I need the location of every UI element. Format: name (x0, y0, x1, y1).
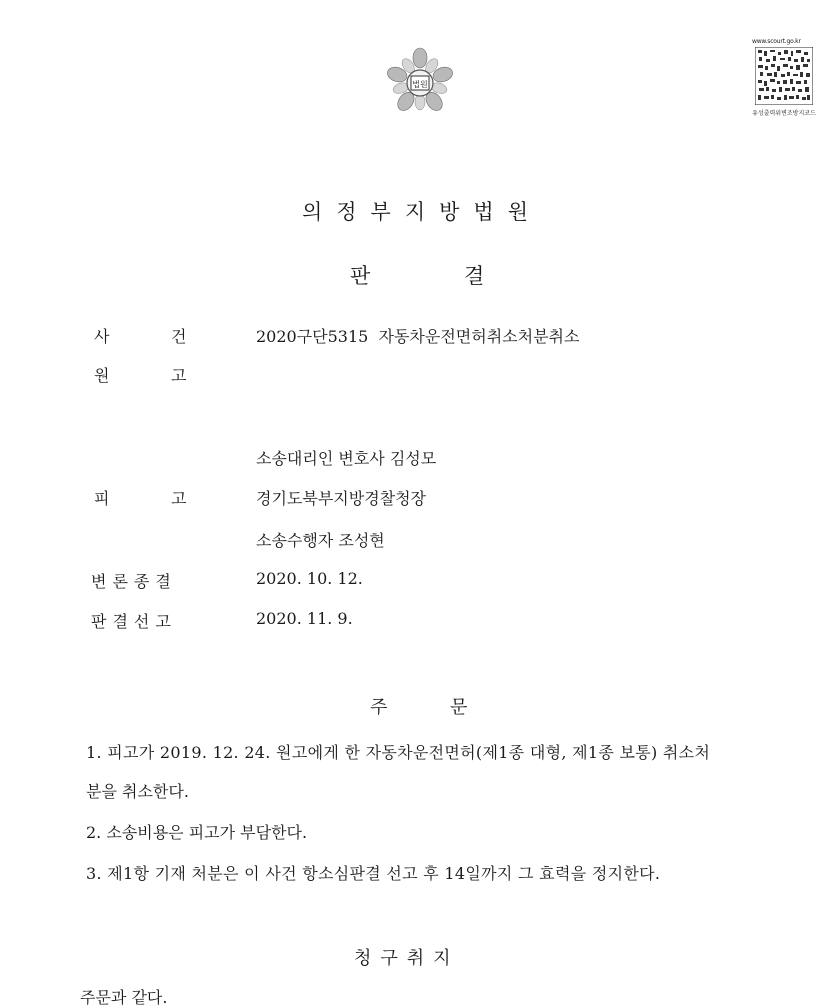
court-emblem-icon (384, 46, 456, 118)
plaintiff-label-char-1: 원 (94, 366, 110, 385)
order-item-1-line-1: 1. 피고가 2019. 12. 24. 원고에게 한 자동차운전면허(제1종 대형, 제1종 보통) 취소처 (86, 743, 711, 762)
order-item-2: 2. 소송비용은 피고가 부담한다. (86, 823, 308, 842)
defendant-value: 경기도북부지방경찰청장 (256, 489, 427, 508)
case-value: 2020구단5315 자동차운전면허취소처분취소 (256, 327, 580, 346)
verification-qr (752, 38, 816, 124)
order-item-1-line-2: 분을 취소한다. (86, 782, 189, 801)
plaintiff-label-char-2: 고 (171, 366, 187, 385)
judgment-date: 2020. 11. 9. (256, 609, 353, 628)
defendant-agent: 소송수행자 조성현 (256, 531, 385, 550)
case-label-char-1: 사 (94, 327, 110, 346)
case-label-char-2: 건 (171, 327, 187, 346)
plaintiff-counsel: 소송대리인 변호사 김성모 (256, 449, 437, 468)
claim-heading: 청구취지 (354, 948, 460, 969)
emblem-text: 법원 (412, 80, 428, 89)
order-heading-char-2: 문 (450, 697, 468, 718)
court-emblem (384, 46, 456, 118)
court-name: 의정부지방법원 (301, 200, 542, 224)
doc-title-char-1: 판 (350, 264, 371, 288)
qr-caption: 유성출력위변조방지코드 (752, 110, 816, 117)
qr-code-icon (755, 47, 813, 105)
defendant-label-char-1: 피 (94, 489, 110, 508)
defendant-label-char-2: 고 (171, 489, 187, 508)
doc-title-char-2: 결 (464, 264, 485, 288)
judgment-date-label: 판결선고 (91, 612, 177, 631)
argument-end-date: 2020. 10. 12. (256, 569, 363, 588)
order-item-3: 3. 제1항 기재 처분은 이 사건 항소심판결 선고 후 14일까지 그 효력을 정지한다. (86, 864, 661, 883)
argument-end-label: 변론종결 (91, 572, 177, 591)
claim-text: 주문과 같다. (80, 988, 168, 1007)
order-heading-char-1: 주 (370, 697, 388, 718)
qr-url: www.scourt.go.kr (752, 38, 801, 45)
